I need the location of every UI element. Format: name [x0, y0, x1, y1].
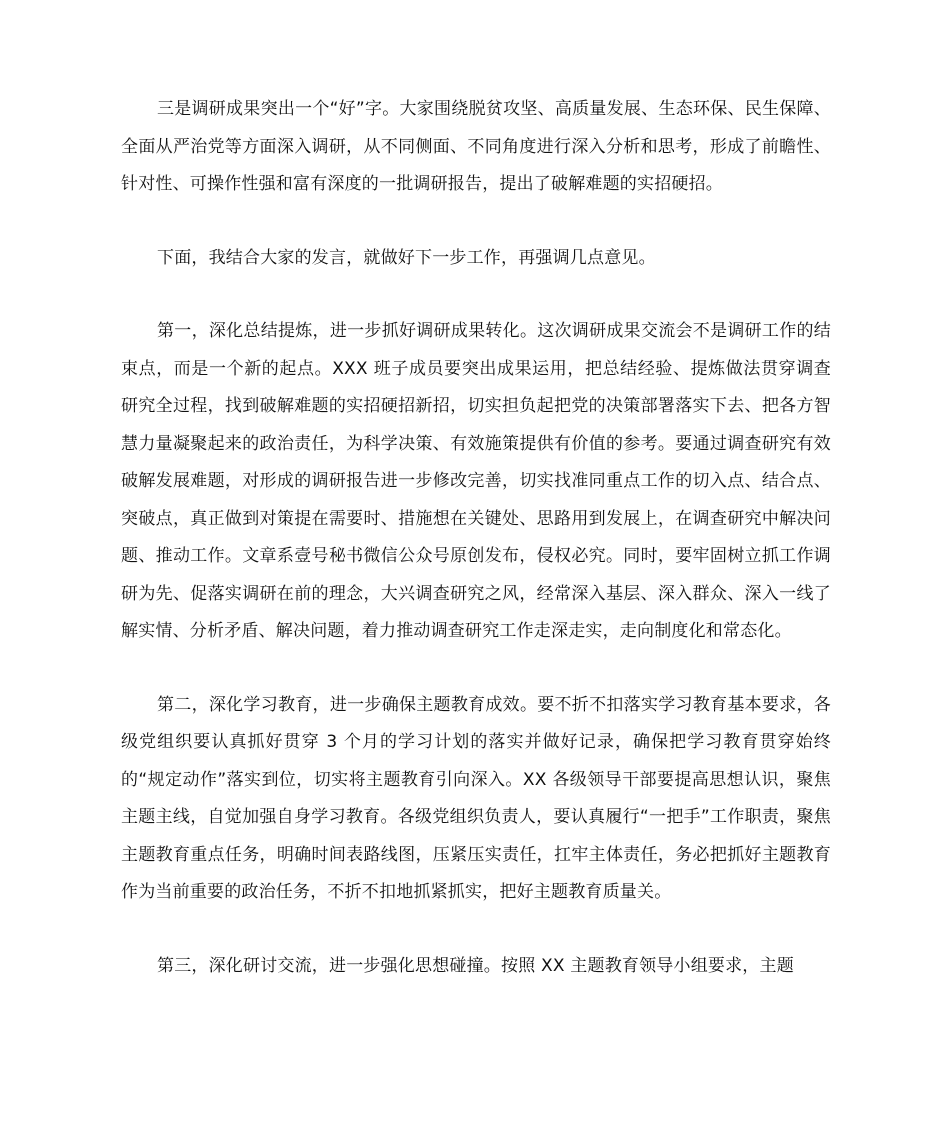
- paragraph-point-two: 第二，深化学习教育，进一步确保主题教育成效。要不折不扣落实学习教育基本要求，各级党组织要认真抓好贯穿 3 个月的学习计划的落实并做好记录，确保把学习教育贯穿始终的“规定动作”落实到位，切实将主题教育引向深入。XX 各级领导干部要提高思想认识，聚焦主题主线，自觉加强自身学习教育。各级党组织负责人，要认真履行“一把手”工作职责，聚焦主题教育重点任务，明确时间表路线图，压紧压实责任，扛牢主体责任，务必把抓好主题教育作为当前重要的政治任务，不折不扣地抓紧抓实，把好主题教育质量关。: [121, 694, 831, 902]
- document-body: [121, 91, 831, 1021]
- paragraph-point-one: 第一，深化总结提炼，进一步抓好调研成果转化。这次调研成果交流会不是调研工作的结束点，而是一个新的起点。XXX 班子成员要突出成果运用，把总结经验、提炼做法贯穿调查研究全过程，找到破解难题的实招硬招新招，切实担负起把党的决策部署落实下去、把各方智慧力量凝聚起来的政治责任，为科学决策、有效施策提供有价值的参考。要通过调查研究有效破解发展难题，对形成的调研报告进一步修改完善，切实找准同重点工作的切入点、结合点、突破点，真正做到对策提在需要时、措施想在关键处、思路用到发展上，在调查研究中解决问题、推动工作。文章系壹号秘书微信公众号原创发布，侵权必究。同时，要牢固树立抓工作调研为先、促落实调研在前的理念，大兴调查研究之风，经常深入基层、深入群众、深入一线了解实情、分析矛盾、解决问题，着力推动调查研究工作走深走实，走向制度化和常态化。: [121, 321, 831, 641]
- paragraph-research-results: 三是调研成果突出一个“好”字。大家围绕脱贫攻坚、高质量发展、生态环保、民生保障、全面从严治党等方面深入调研，从不同侧面、不同角度进行深入分析和思考，形成了前瞻性、针对性、可操作性强和富有深度的一批调研报告，提出了破解难题的实招硬招。: [121, 99, 831, 194]
- paragraph-opinions-intro: 下面，我结合大家的发言，就做好下一步工作，再强调几点意见。: [157, 247, 656, 268]
- paragraph-point-three: 第三，深化研讨交流，进一步强化思想碰撞。按照 XX 主题教育领导小组要求，主题: [157, 955, 794, 976]
